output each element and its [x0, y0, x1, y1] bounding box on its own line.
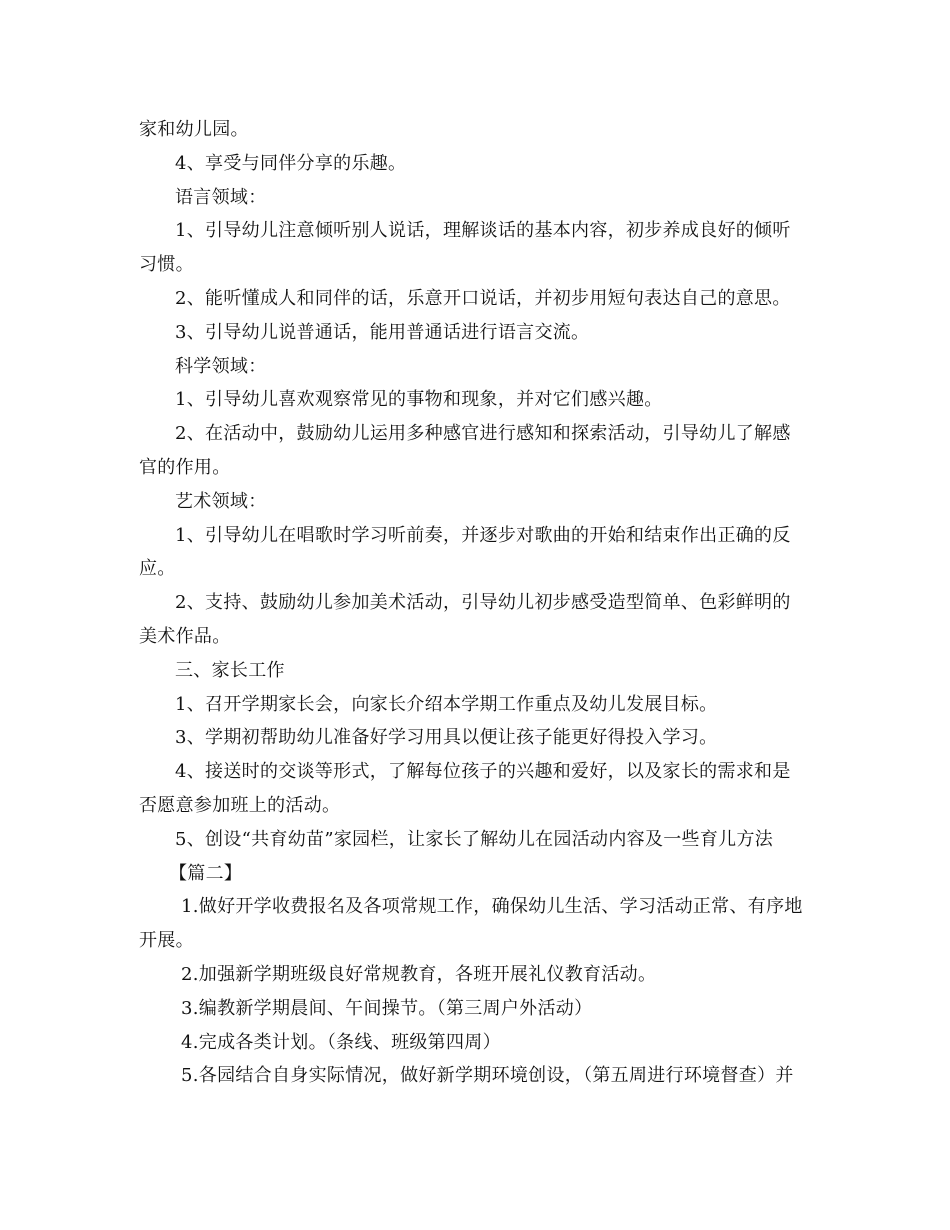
text-line: 5、创设“共育幼苗”家园栏，让家长了解幼儿在园活动内容及一些育儿方法: [175, 828, 774, 850]
text-line: 1、引导幼儿在唱歌时学习听前奏，并逐步对歌曲的开始和结束作出正确的反: [175, 524, 791, 546]
text-line: 5.各园结合自身实际情况，做好新学期环境创设，（第五周进行环境督查）并: [181, 1065, 794, 1087]
text-line: 应。: [139, 558, 176, 580]
text-line: 美术作品。: [139, 625, 231, 647]
text-line: 1、引导幼儿喜欢观察常见的事物和现象，并对它们感兴趣。: [175, 389, 663, 411]
text-line: 4、享受与同伴分享的乐趣。: [175, 152, 407, 174]
text-line: 4、接送时的交谈等形式，了解每位孩子的兴趣和爱好，以及家长的需求和是: [175, 761, 791, 783]
text-line: 4.完成各类计划。（条线、班级第四周）: [181, 1031, 501, 1053]
text-line: 习惯。: [139, 254, 194, 276]
text-line: 2、在活动中，鼓励幼儿运用多种感官进行感知和探索活动，引导幼儿了解感: [175, 423, 791, 445]
text-line: 1、召开学期家长会，向家长介绍本学期工作重点及幼儿发展目标。: [175, 693, 718, 715]
text-line: 官的作用。: [139, 456, 231, 478]
section-heading-language: 语言领域：: [175, 186, 267, 208]
text-line: 1、引导幼儿注意倾听别人说话，理解谈话的基本内容，初步养成良好的倾听: [175, 220, 791, 242]
text-line: 家和幼儿园。: [139, 119, 249, 140]
text-line: 3、引导幼儿说普通话，能用普通话进行语言交流。: [175, 321, 590, 343]
text-line: 3.编教新学期晨间、午间操节。（第三周户外活动）: [181, 997, 593, 1019]
text-line: 开展。: [139, 930, 194, 952]
section-heading-parents: 三、家长工作: [175, 659, 285, 681]
document-body: [139, 113, 815, 1093]
text-line: 1.做好开学收费报名及各项常规工作，确保幼儿生活、学习活动正常、有序地: [181, 896, 803, 918]
text-line: 2、支持、鼓励幼儿参加美术活动，引导幼儿初步感受造型简单、色彩鲜明的: [175, 592, 791, 614]
section-tag-part-two: 【篇二】: [169, 862, 243, 884]
section-heading-science: 科学领域：: [175, 355, 267, 377]
text-line: 2、能听懂成人和同伴的话，乐意开口说话，并初步用短句表达自己的意思。: [175, 287, 791, 309]
text-line: 2.加强新学期班级良好常规教育，各班开展礼仪教育活动。: [181, 963, 657, 985]
section-heading-art: 艺术领域：: [175, 490, 267, 512]
text-line: 否愿意参加班上的活动。: [139, 794, 341, 816]
text-line: 3、学期初帮助幼儿准备好学习用具以便让孩子能更好得投入学习。: [175, 727, 718, 749]
